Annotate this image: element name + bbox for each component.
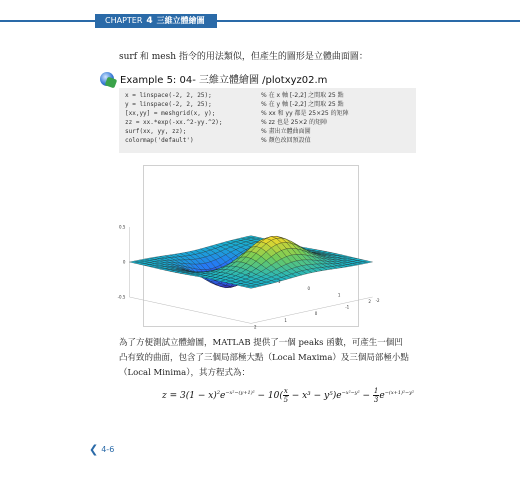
intro-text: surf 和 mesh 指令的用法類似，但產生的圖形是立體曲面圖： (119, 52, 368, 62)
page-number-text: 4-6 (101, 445, 115, 454)
chevron-left-icon: ❮ (89, 443, 99, 456)
code-comment: % 在 y 軸 [-2,2] 之間取 25 點 (261, 101, 344, 108)
page-number (89, 443, 114, 456)
header-rule (0, 20, 520, 22)
x-tick-label: 2 (368, 299, 371, 304)
code-comment: % 顏色改回預設值 (261, 137, 311, 144)
code-line: x = linspace(-2, 2, 25); % 在 x 軸 [-2,2] 之間取 25 點 (125, 92, 344, 99)
code-line: y = linspace(-2, 2, 25); % 在 y 軸 [-2,2] 之間取 25 點 (125, 101, 344, 108)
code-listing (119, 88, 416, 153)
chapter-number: 4 (146, 16, 153, 26)
code-comment: % 在 x 軸 [-2,2] 之間取 25 點 (261, 92, 344, 99)
peaks-formula: $z = 3(1 - x)^2e^{-x^2-(y+1)^2} - 10$( $\frac{x}{5}$ − $x^3 - y^5)e^{-x^2-y^2}$ − $\frac{1}{3}$ $e^{-(x+1)^2-y^2}$ (162, 387, 415, 404)
z-tick-label: 0.5 (119, 224, 126, 230)
x-tick-label: 0 (307, 285, 311, 291)
code-line: surf(xx, yy, zz); % 畫出立體曲面圖 (125, 128, 311, 135)
chapter-label: CHAPTER (105, 16, 143, 25)
example-heading (100, 71, 327, 86)
z-tick-label: 0 (122, 259, 126, 265)
x-tick-label: 1 (337, 292, 341, 298)
x-tick-label: -1 (276, 279, 281, 285)
chapter-tab (95, 14, 217, 28)
y-tick-label: -2 (375, 298, 380, 303)
surface-plot (117, 166, 380, 330)
y-tick-label: 2 (254, 324, 257, 330)
x-tick-label: -2 (246, 272, 250, 278)
code-line: zz = xx.*exp(-xx.^2-yy.^2); % zz 也是 25×2 的矩陣 (125, 119, 328, 126)
chapter-title: 三維立體繪圖 (156, 16, 205, 25)
code-comment: % xx 和 yy 都是 25×25 的矩陣 (261, 110, 349, 117)
z-tick-label: -0.5 (117, 294, 126, 300)
y-tick-label: 1 (284, 317, 287, 323)
surface-plot-figure (117, 165, 380, 330)
code-comment: % zz 也是 25×2 的矩陣 (261, 119, 328, 126)
globe-icon (100, 72, 114, 86)
y-tick-label: 0 (314, 311, 318, 317)
peaks-paragraph: 為了方便測試立體繪圖，MATLAB 提供了一個 peaks 函數，可產生一個凹凸有致的曲面，包含了三個局部極大點（Local Maxima）及三個局部極小點（Local Minima），其方程式為： (119, 338, 409, 378)
code-line: [xx,yy] = meshgrid(x, y); % xx 和 yy 都是 25×25 的矩陣 (125, 110, 349, 117)
example-title: Example 5: 04- 三維立體繪圖 /plotxyz02.m (120, 75, 328, 86)
y-tick-label: -1 (345, 304, 350, 310)
code-line: colormap('default') % 顏色改回預設值 (125, 137, 311, 144)
code-comment: % 畫出立體曲面圖 (261, 128, 311, 135)
